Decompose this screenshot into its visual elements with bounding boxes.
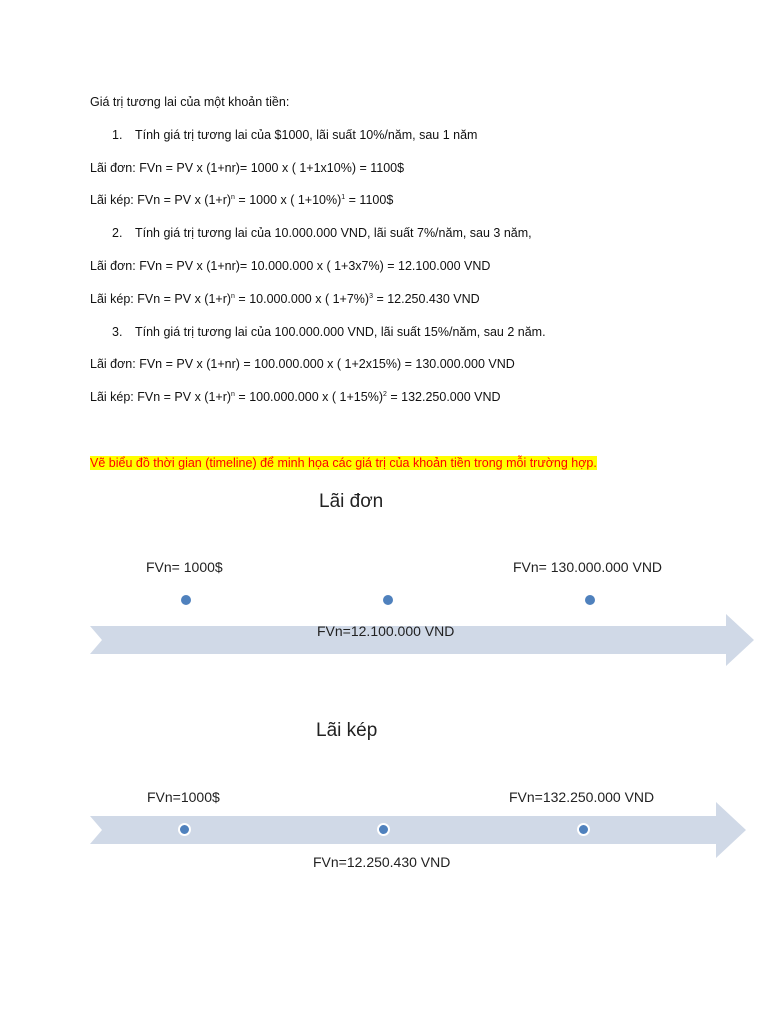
problem-2-compound-part-a: Lãi kép: FVn = PV x (1+r) bbox=[90, 292, 232, 306]
timeline-simple-label-3: FVn= 130.000.000 VND bbox=[513, 559, 663, 575]
problem-2-simple: Lãi đơn: FVn = PV x (1+nr)= 10.000.000 x ( 1+3x7%) = 12.100.000 VND bbox=[90, 259, 491, 273]
problem-2-question-text: Tính giá trị tương lai của 10.000.000 VND, lãi suất 7%/năm, sau 3 năm, bbox=[135, 226, 532, 240]
timeline-compound-title: Lãi kép bbox=[316, 720, 378, 741]
problem-1-question-text: Tính giá trị tương lai của $1000, lãi suất 10%/năm, sau 1 năm bbox=[135, 128, 478, 142]
timeline-simple-dot-2-icon bbox=[383, 595, 393, 605]
problem-2-compound-part-c: = 12.250.430 VND bbox=[372, 292, 480, 306]
timeline-compound-dot-3-icon bbox=[577, 823, 590, 836]
timeline-compound-label-3: FVn=132.250.000 VND bbox=[509, 789, 655, 805]
timeline-compound-dot-2-icon bbox=[377, 823, 390, 836]
problem-3-compound-part-a: Lãi kép: FVn = PV x (1+r) bbox=[90, 390, 232, 404]
problem-1-simple: Lãi đơn: FVn = PV x (1+nr)= 1000 x ( 1+1x10%) = 1100$ bbox=[90, 161, 405, 175]
problem-1-question bbox=[112, 128, 477, 142]
problem-3-compound-exp: 2 bbox=[382, 390, 387, 398]
problem-3-number: 3. bbox=[112, 325, 123, 339]
problem-2-question bbox=[112, 226, 532, 240]
timeline-simple-dot-3-icon bbox=[585, 595, 595, 605]
problem-3-question bbox=[112, 325, 546, 339]
problem-2-number: 2. bbox=[112, 226, 123, 240]
problem-1-compound-exp-n: n bbox=[231, 193, 235, 201]
problem-3-compound-part-c: = 132.250.000 VND bbox=[386, 390, 501, 404]
problem-1-compound-exp: 1 bbox=[341, 193, 346, 201]
problem-3-simple: Lãi đơn: FVn = PV x (1+nr) = 100.000.000 x ( 1+2x15%) = 130.000.000 VND bbox=[90, 357, 515, 371]
timeline-simple-dot-1-icon bbox=[181, 595, 191, 605]
task-instruction bbox=[90, 456, 597, 470]
timeline-simple-title: Lãi đơn bbox=[319, 491, 384, 512]
problem-3-compound bbox=[90, 390, 501, 404]
problem-1-compound-part-c: = 1100$ bbox=[345, 193, 394, 207]
problem-1-compound bbox=[90, 193, 393, 207]
timeline-simple-label-2: FVn=12.100.000 VND bbox=[317, 623, 455, 639]
timeline-simple-label-1: FVn= 1000$ bbox=[146, 559, 223, 575]
problem-1-compound-part-b: = 1000 x ( 1+10%) bbox=[234, 193, 342, 207]
timeline-simple-arrow-icon bbox=[90, 614, 754, 666]
task-highlight: Vẽ biểu đồ thời gian (timeline) để minh họa các giá trị của khoản tiền trong mỗi trường hợp. bbox=[90, 456, 597, 470]
problem-3-question-text: Tính giá trị tương lai của 100.000.000 VND, lãi suất 15%/năm, sau 2 năm. bbox=[135, 325, 546, 339]
timeline-compound-dot-1-icon bbox=[178, 823, 191, 836]
problem-1-compound-part-a: Lãi kép: FVn = PV x (1+r) bbox=[90, 193, 232, 207]
problem-1-number: 1. bbox=[112, 128, 123, 142]
problem-3-compound-part-b: = 100.000.000 x ( 1+15%) bbox=[234, 390, 383, 404]
timeline-compound-label-1: FVn=1000$ bbox=[147, 789, 220, 805]
problem-3-compound-exp-n: n bbox=[231, 390, 235, 398]
timeline-compound-label-2: FVn=12.250.430 VND bbox=[313, 854, 451, 870]
problem-2-compound-exp: 3 bbox=[369, 292, 373, 300]
problem-2-compound-exp-n: n bbox=[231, 292, 235, 300]
problem-2-compound bbox=[90, 292, 480, 306]
doc-heading: Giá trị tương lai của một khoản tiền: bbox=[90, 95, 290, 109]
problem-2-compound-part-b: = 10.000.000 x ( 1+7%) bbox=[234, 292, 370, 306]
